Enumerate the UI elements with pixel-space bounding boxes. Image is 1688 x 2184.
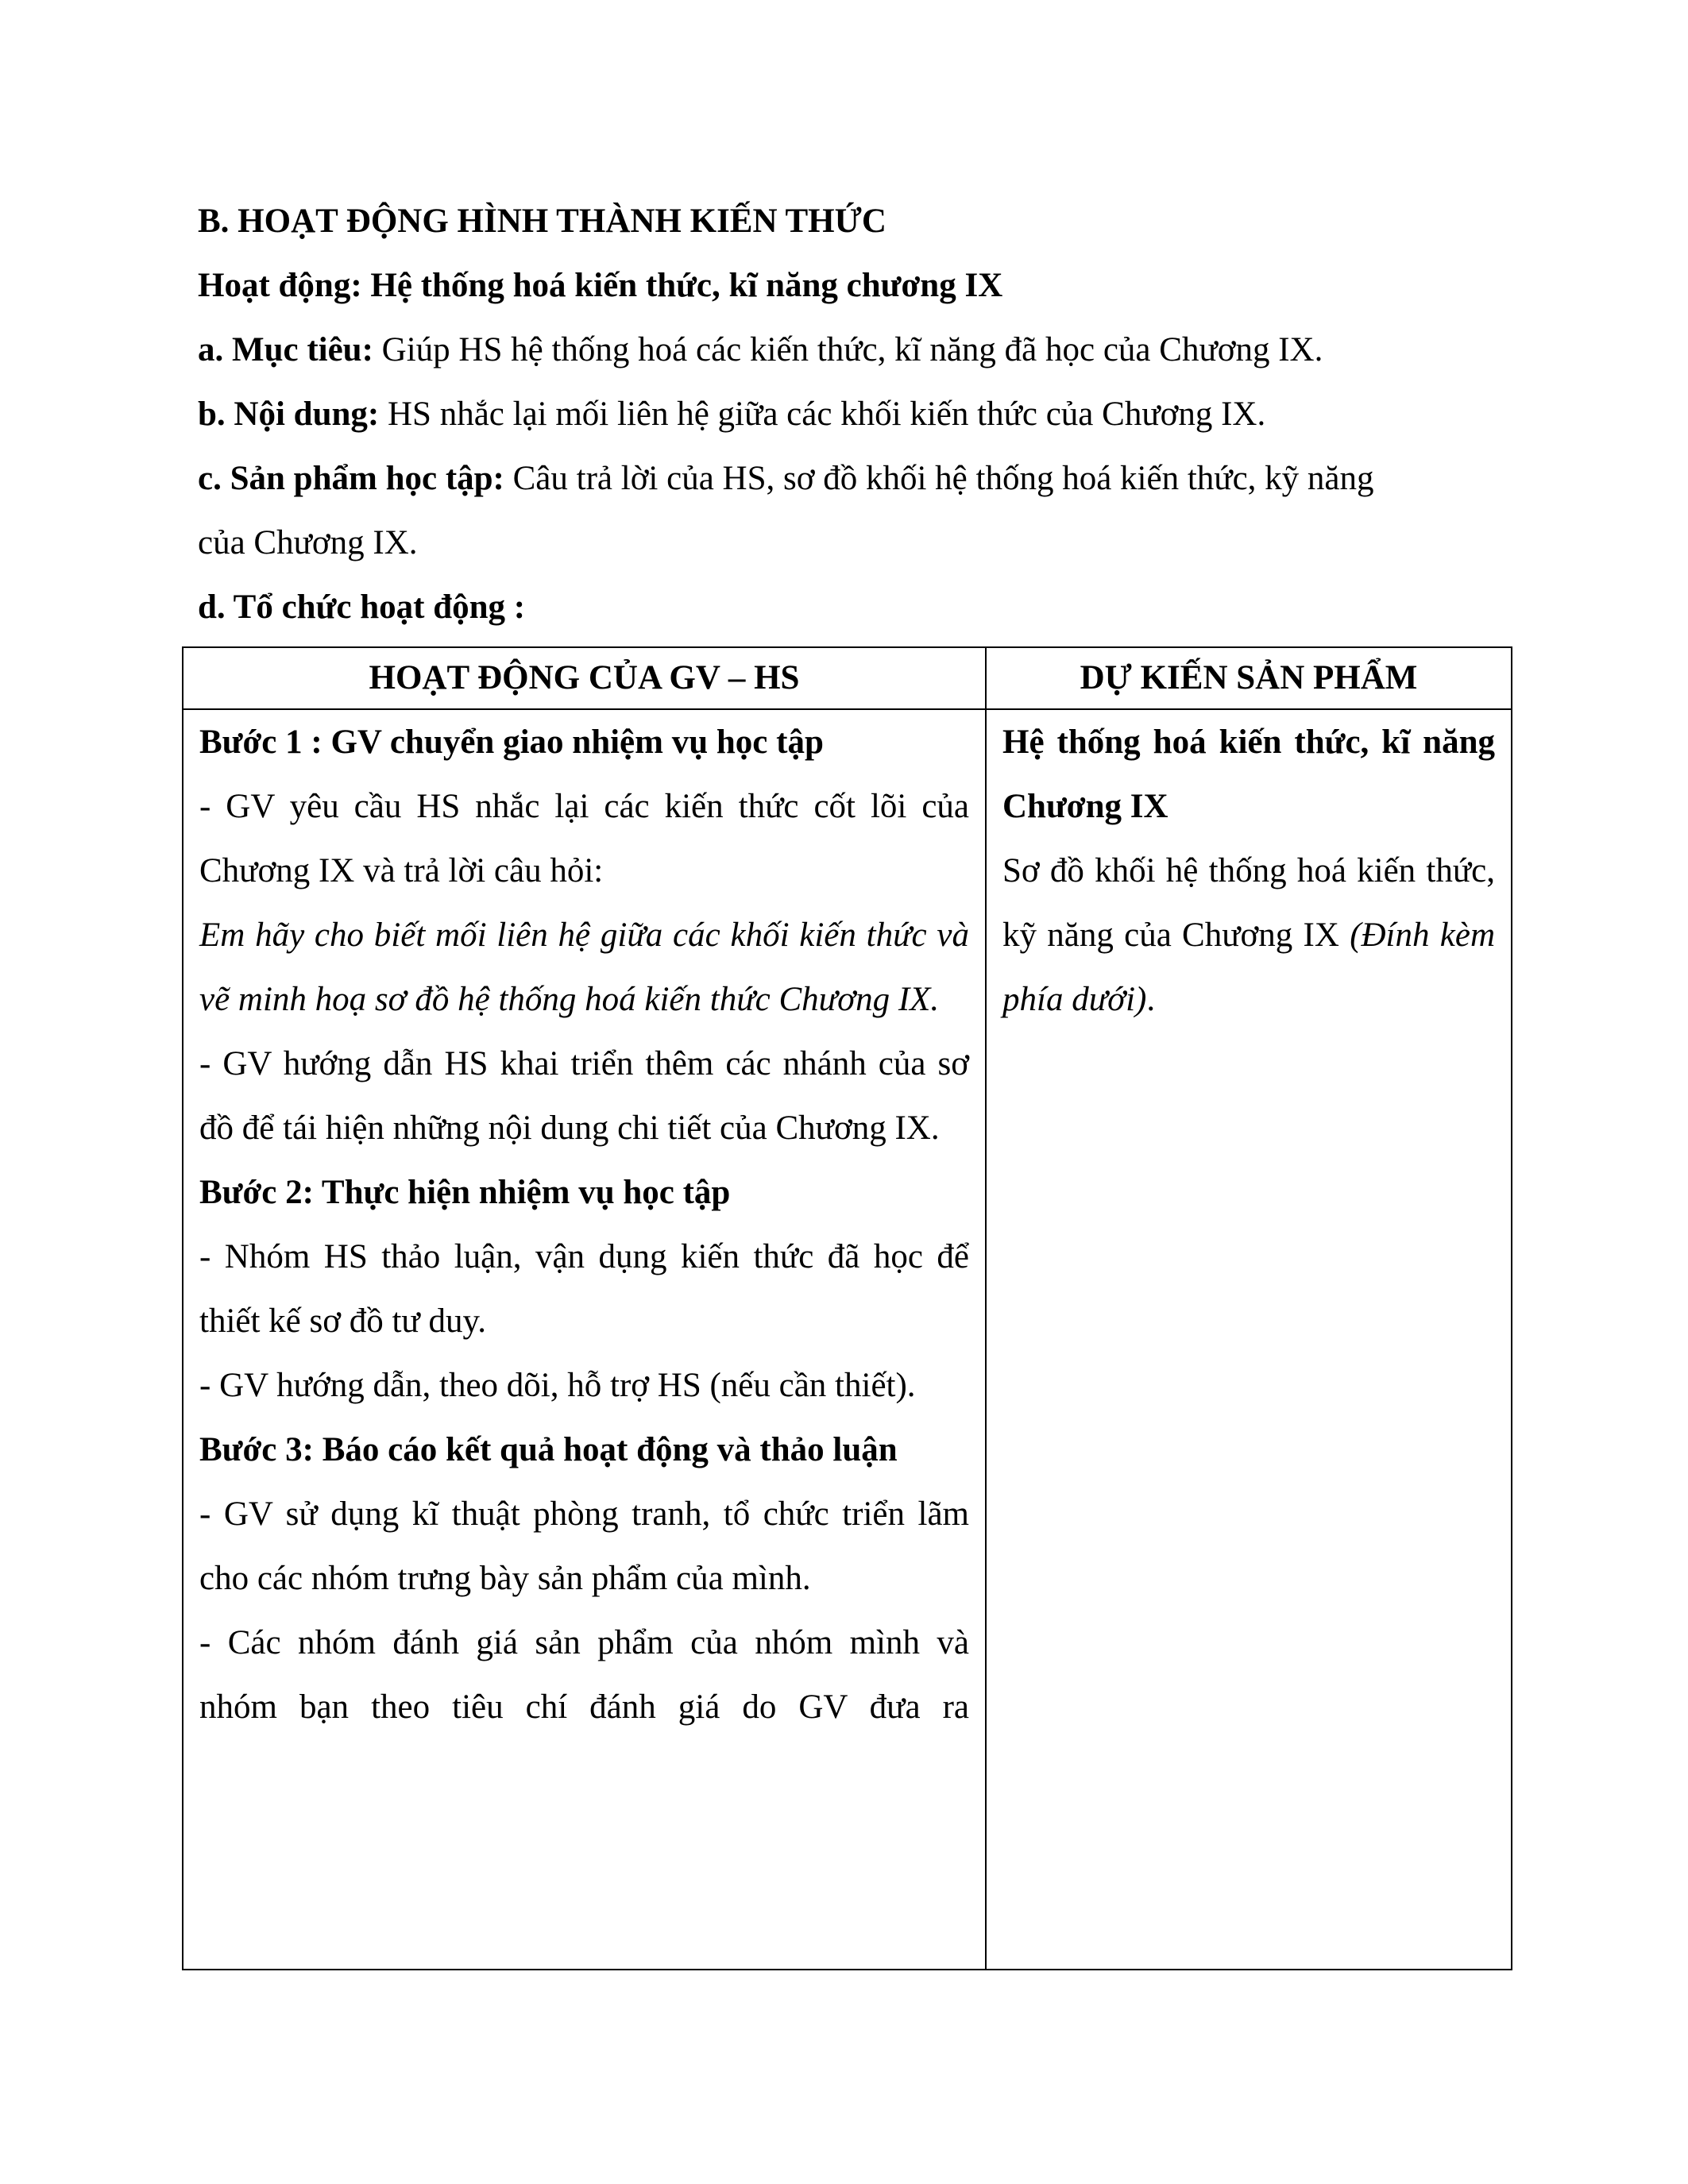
activity-cell	[183, 709, 986, 1970]
activity-table	[182, 646, 1512, 1970]
attachment-note: (Đính kèm phía dưới)	[1002, 916, 1495, 1018]
step3-title: Bước 3: Báo cáo kết quả hoạt động và thảo luận	[199, 1431, 898, 1468]
activity-title: Hoạt động: Hệ thống hoá kiến thức, kĩ năng chương IX	[198, 267, 1003, 304]
product-description	[1002, 839, 1495, 1032]
step2-support: - GV hướng dẫn, theo dõi, hỗ trợ HS (nếu cần thiết).	[199, 1367, 916, 1404]
table-body-row	[183, 709, 1512, 1970]
content-text: HS nhắc lại mối liên hệ giữa các khối kiến thức của Chương IX.	[379, 396, 1266, 433]
step3-exhibition: - GV sử dụng kĩ thuật phòng tranh, tổ chức triển lãm cho các nhóm trưng bày sản phẩm của mình.	[199, 1495, 969, 1597]
header-expected-product: DỰ KIẾN SẢN PHẨM	[986, 647, 1512, 709]
objective-text: Giúp HS hệ thống hoá các kiến thức, kĩ năng đã học của Chương IX.	[373, 331, 1323, 369]
table-header-row	[183, 647, 1512, 709]
step1-question: Em hãy cho biết mối liên hệ giữa các khối kiến thức và vẽ minh hoạ sơ đồ hệ thống hoá kiến thức Chương IX.	[199, 916, 969, 1018]
step1-guidance: - GV hướng dẫn HS khai triển thêm các nhánh của sơ đồ để tái hiện những nội dung chi tiết của Chương IX.	[199, 1045, 969, 1147]
product-label: c. Sản phẩm học tập:	[198, 460, 504, 497]
step1-instruction: - GV yêu cầu HS nhắc lại các kiến thức cốt lõi của Chương IX và trả lời câu hỏi:	[199, 788, 969, 889]
step1-title: Bước 1 : GV chuyển giao nhiệm vụ học tập	[199, 723, 824, 761]
product-description-end: .	[1146, 981, 1156, 1018]
step3-evaluation: - Các nhóm đánh giá sản phẩm của nhóm mình và nhóm bạn theo tiêu chí đánh giá do GV đưa ra	[199, 1624, 969, 1726]
organization-label: d. Tổ chức hoạt động :	[198, 588, 526, 626]
product-description-text: Sơ đồ khối hệ thống hoá kiến thức, kỹ năng của Chương IX	[1002, 852, 1495, 954]
document-page	[198, 189, 1516, 639]
content-label: b. Nội dung:	[198, 396, 380, 433]
objective-line	[198, 318, 1516, 382]
product-text: Câu trả lời của HS, sơ đồ khối hệ thống hoá kiến thức, kỹ năng	[504, 460, 1374, 497]
product-line-continued: của Chương IX.	[198, 524, 418, 561]
objective-label: a. Mục tiêu:	[198, 331, 373, 369]
step2-discussion: - Nhóm HS thảo luận, vận dụng kiến thức đã học để thiết kế sơ đồ tư duy.	[199, 1238, 969, 1340]
section-title: B. HOẠT ĐỘNG HÌNH THÀNH KIẾN THỨC	[198, 203, 886, 240]
product-cell	[986, 709, 1512, 1970]
step2-title: Bước 2: Thực hiện nhiệm vụ học tập	[199, 1174, 731, 1211]
product-title: Hệ thống hoá kiến thức, kĩ năng Chương IX	[1002, 723, 1495, 825]
header-teacher-student-activity: HOẠT ĐỘNG CỦA GV – HS	[183, 647, 986, 709]
product-line	[198, 446, 1516, 511]
content-line	[198, 382, 1516, 446]
